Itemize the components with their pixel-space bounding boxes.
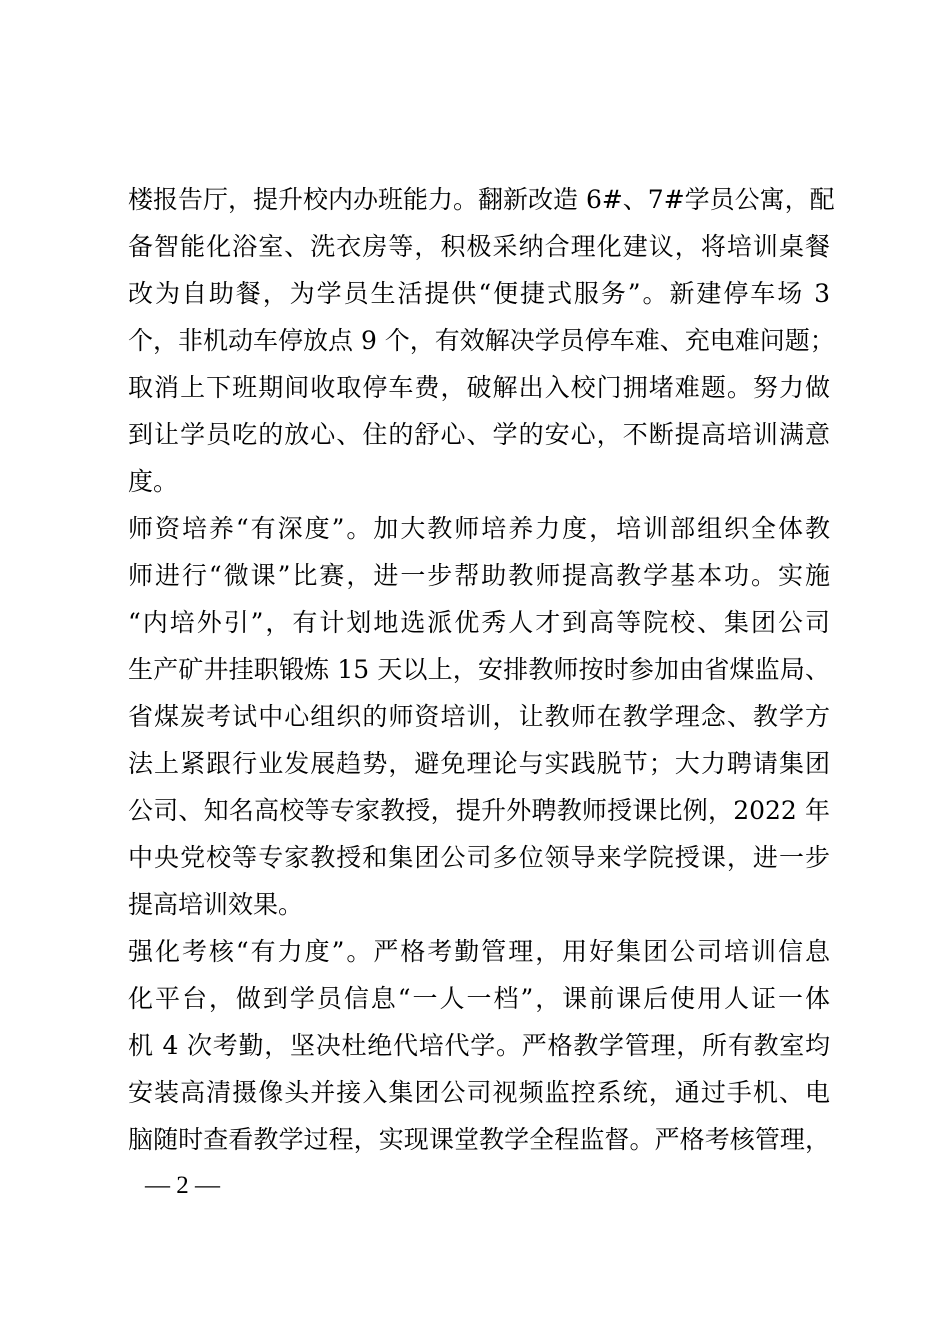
text-line: 度。 — [128, 467, 179, 496]
body-text — [128, 176, 835, 1163]
text-line: 师资培养“有深度”。加大教师培养力度，培训部组织全体教 — [128, 514, 830, 543]
text-line: 省煤炭考试中心组织的师资培训，让教师在教学理念、教学方 — [128, 702, 830, 731]
text-line: 公司、知名高校等专家教授，提升外聘教师授课比例，2022 年 — [128, 796, 830, 825]
text-line: 楼报告厅，提升校内办班能力。翻新改造 6#、7#学员公寓，配 — [128, 185, 835, 214]
text-line: “内培外引”，有计划地选派优秀人才到高等院校、集团公司 — [128, 608, 830, 637]
text-line: 化平台，做到学员信息“一人一档”，课前课后使用人证一体 — [128, 984, 830, 1013]
text-line: 机 4 次考勤，坚决杜绝代培代学。严格教学管理，所有教室均 — [128, 1031, 830, 1060]
text-line: 生产矿井挂职锻炼 15 天以上，安排教师按时参加由省煤监局、 — [128, 655, 830, 684]
text-line: 中央党校等专家教授和集团公司多位领导来学院授课，进一步 — [128, 843, 830, 872]
text-line: 个，非机动车停放点 9 个，有效解决学员停车难、充电难问题； — [128, 326, 835, 355]
text-line: 取消上下班期间收取停车费，破解出入校门拥堵难题。努力做 — [128, 373, 830, 402]
text-line: 安装高清摄像头并接入集团公司视频监控系统，通过手机、电 — [128, 1078, 830, 1107]
text-line: 强化考核“有力度”。严格考勤管理，用好集团公司培训信息 — [128, 937, 830, 966]
text-line: 改为自助餐，为学员生活提供“便捷式服务”。新建停车场 3 — [128, 279, 830, 308]
text-line: 脑随时查看教学过程，实现课堂教学全程监督。严格考核管理， — [128, 1125, 830, 1154]
text-line: 到让学员吃的放心、住的舒心、学的安心，不断提高培训满意 — [128, 420, 830, 449]
page-number: — 2 — — [145, 1172, 220, 1199]
text-line: 师进行“微课”比赛，进一步帮助教师提高教学基本功。实施 — [128, 561, 830, 590]
text-line: 备智能化浴室、洗衣房等，积极采纳合理化建议，将培训桌餐 — [128, 232, 830, 261]
text-line: 提高培训效果。 — [128, 890, 304, 919]
text-line: 法上紧跟行业发展趋势，避免理论与实践脱节；大力聘请集团 — [128, 749, 830, 778]
